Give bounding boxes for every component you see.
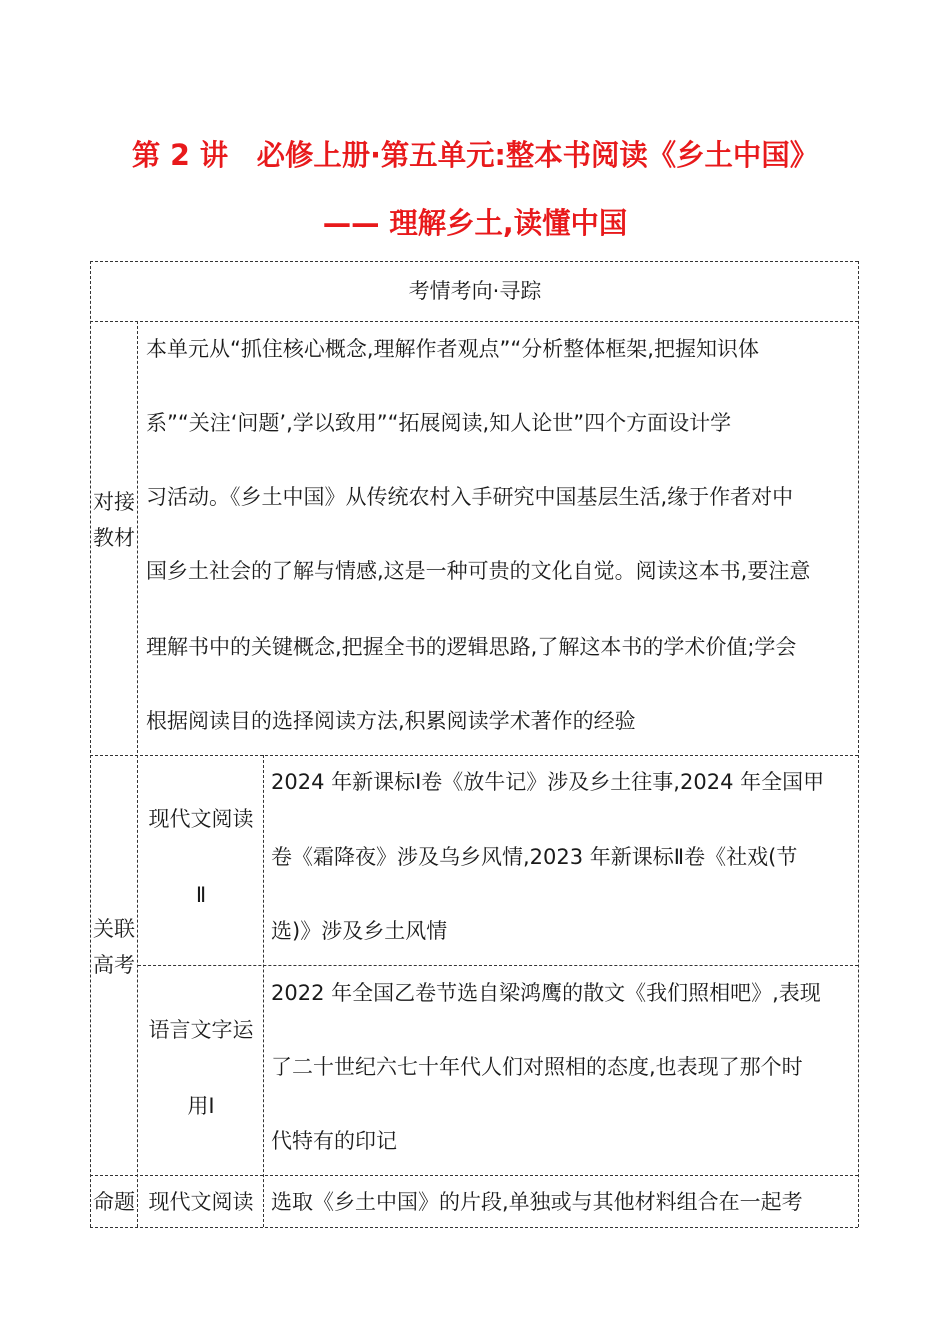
- table-border-bottom: [90, 1227, 858, 1228]
- proposition-line-1: 选取《乡土中国》的片段,单独或与其他材料组合在一起考: [271, 1190, 803, 1214]
- row-label-exam: 关联高考: [93, 917, 135, 977]
- textbook-line-5: 理解书中的关键概念,把握全书的逻辑思路,了解这本书的学术价值;学会: [146, 635, 797, 659]
- reading-line-2: 卷《霜降夜》涉及乌乡风情,2023 年新课标Ⅱ卷《社戏(节: [271, 845, 798, 869]
- language-line-1: 2022 年全国乙卷节选自梁鸿鹰的散文《我们照相吧》,表现: [271, 981, 821, 1005]
- language-line-2: 了二十世纪六七十年代人们对照相的态度,也表现了那个时: [271, 1055, 803, 1079]
- subrow-label-language: [139, 1011, 263, 1125]
- subrow-label-reading: [139, 800, 263, 914]
- textbook-line-1: 本单元从“抓住核心概念,理解作者观点”“分析整体框架,把握知识体: [146, 337, 759, 361]
- page-subtitle: —— 理解乡土,读懂中国: [322, 206, 628, 240]
- language-line-3: 代特有的印记: [271, 1129, 397, 1153]
- row-label-proposition: 命题: [93, 1190, 135, 1214]
- proposition-sub-label: 现代文阅读: [148, 1190, 254, 1214]
- table-divider-row2: [90, 1175, 858, 1176]
- subrow-label-reading-line1: 现代文阅读: [148, 807, 254, 831]
- reading-line-1: 2024 年新课标Ⅰ卷《放牛记》涉及乡土往事,2024 年全国甲: [271, 770, 825, 794]
- textbook-line-4: 国乡土社会的了解与情感,这是一种可贵的文化自觉。阅读这本书,要注意: [146, 559, 811, 583]
- table-divider-col1: [137, 321, 138, 1227]
- textbook-line-3: 习活动。《乡土中国》从传统农村入手研究中国基层生活,缘于作者对中: [146, 485, 794, 509]
- page-title: 第 2 讲 必修上册·第五单元:整本书阅读《乡土中国》: [131, 138, 819, 172]
- reading-line-3: 选)》涉及乡土风情: [271, 919, 448, 943]
- table-border-left: [90, 261, 91, 1227]
- subrow-label-reading-line2: Ⅱ: [195, 883, 207, 907]
- table-header: 考情考向·寻踪: [408, 279, 542, 303]
- subrow-label-language-line2: 用Ⅰ: [187, 1094, 215, 1118]
- textbook-line-6: 根据阅读目的选择阅读方法,积累阅读学术著作的经验: [146, 709, 636, 733]
- subrow-label-language-line1: 语言文字运: [148, 1018, 254, 1042]
- row-label-textbook: 对接教材: [93, 490, 135, 550]
- table-divider-col2: [263, 755, 264, 1227]
- textbook-line-2: 系”“关注‘问题’,学以致用”“拓展阅读,知人论世”四个方面设计学: [146, 411, 732, 435]
- table-border-right: [858, 261, 859, 1227]
